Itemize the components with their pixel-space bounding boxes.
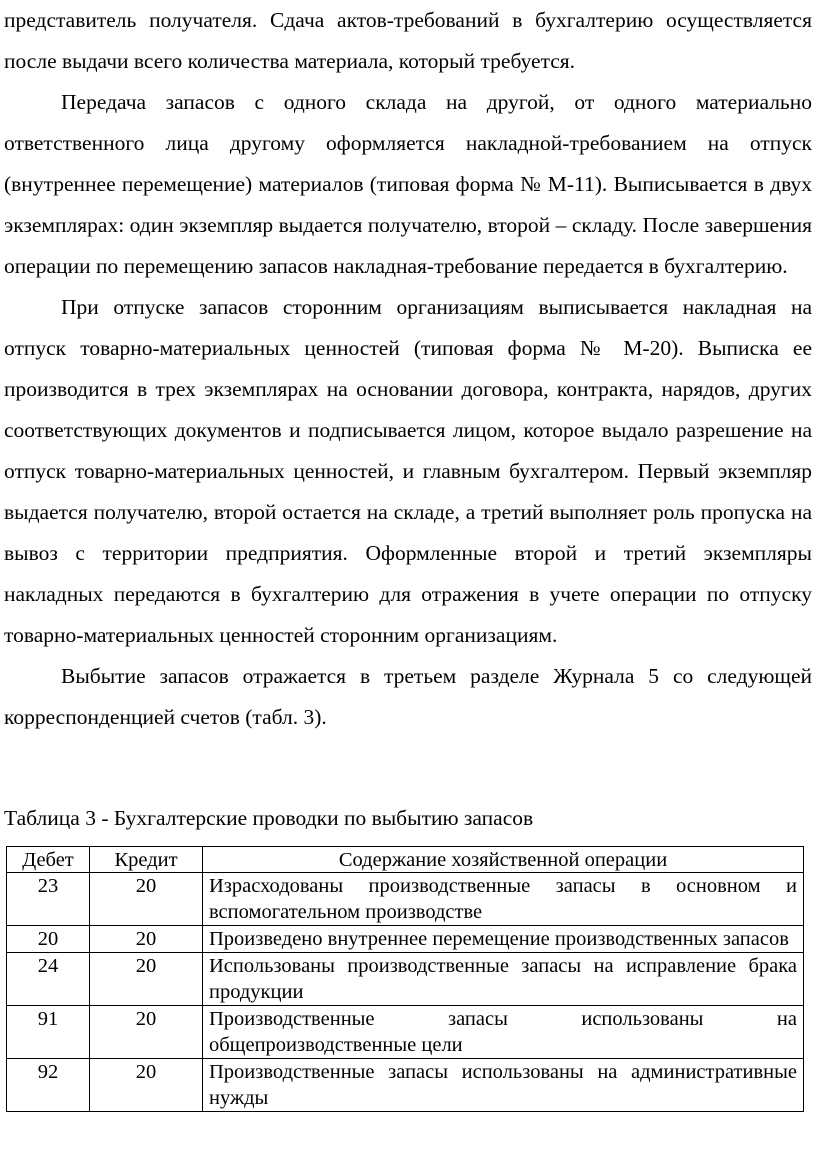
table-row (7, 873, 804, 926)
table-row (7, 926, 804, 953)
cell-credit: 20 (90, 926, 203, 953)
accounting-entries-table (6, 846, 804, 1112)
table-caption: Таблица 3 - Бухгалтерские проводки по выбытию запасов (4, 806, 534, 830)
cell-description: Использованы производственные запасы на исправление брака продукции (203, 953, 804, 1006)
cell-debit: 92 (7, 1059, 90, 1112)
cell-description: Производственные запасы использованы на общепроизводственные цели (203, 1006, 804, 1059)
table-header-row (7, 847, 804, 873)
table-row (7, 953, 804, 1006)
cell-description: Произведено внутреннее перемещение производственных запасов (203, 926, 804, 953)
table-row (7, 1006, 804, 1059)
cell-credit: 20 (90, 953, 203, 1006)
cell-credit: 20 (90, 1006, 203, 1059)
header-debit: Дебет (7, 847, 90, 873)
cell-debit: 24 (7, 953, 90, 1006)
cell-description: Производственные запасы использованы на административные нужды (203, 1059, 804, 1112)
header-credit: Кредит (90, 847, 203, 873)
paragraph-continuation: представитель получателя. Сдача актов-требований в бухгалтерию осуществляется после выдачи всего количества материала, который требуется. (4, 8, 812, 73)
paragraph-disposal: Выбытие запасов отражается в третьем разделе Журнала 5 со следующей корреспонденцией счетов (табл. 3). (4, 664, 812, 729)
cell-debit: 23 (7, 873, 90, 926)
paragraph-transfer: Передача запасов с одного склада на другой, от одного материально ответственного лица другому оформляется накладной-требованием на отпуск (внутреннее перемещение) материалов (типовая форма № М-11). Выписывается в двух экземплярах: один экземпляр выдается получателю, второй – складу. После завершения операции по перемещению запасов накладная-требование передается в бухгалтерию. (4, 90, 812, 278)
cell-debit: 20 (7, 926, 90, 953)
paragraph-third-party-release: При отпуске запасов сторонним организациям выписывается накладная на отпуск товарно-материальных ценностей (типовая форма № М-20). Выписка ее производится в трех экземплярах на основании договора, контракта, нарядов, других соответствующих документов и подписывается лицом, которое выдало разрешение на отпуск товарно-материальных ценностей, и главным бухгалтером. Первый экземпляр выдается получателю, второй остается на складе, а третий выполняет роль пропуска на вывоз с территории предприятия. Оформленные второй и третий экземпляры накладных передаются в бухгалтерию для отражения в учете операции по отпуску товарно-материальных ценностей сторонним организациям. (4, 295, 812, 647)
cell-credit: 20 (90, 873, 203, 926)
cell-description: Израсходованы производственные запасы в основном и вспомогательном производстве (203, 873, 804, 926)
cell-credit: 20 (90, 1059, 203, 1112)
cell-debit: 91 (7, 1006, 90, 1059)
body-text (4, 0, 812, 738)
table-row (7, 1059, 804, 1112)
header-description: Содержание хозяйственной операции (203, 847, 804, 873)
